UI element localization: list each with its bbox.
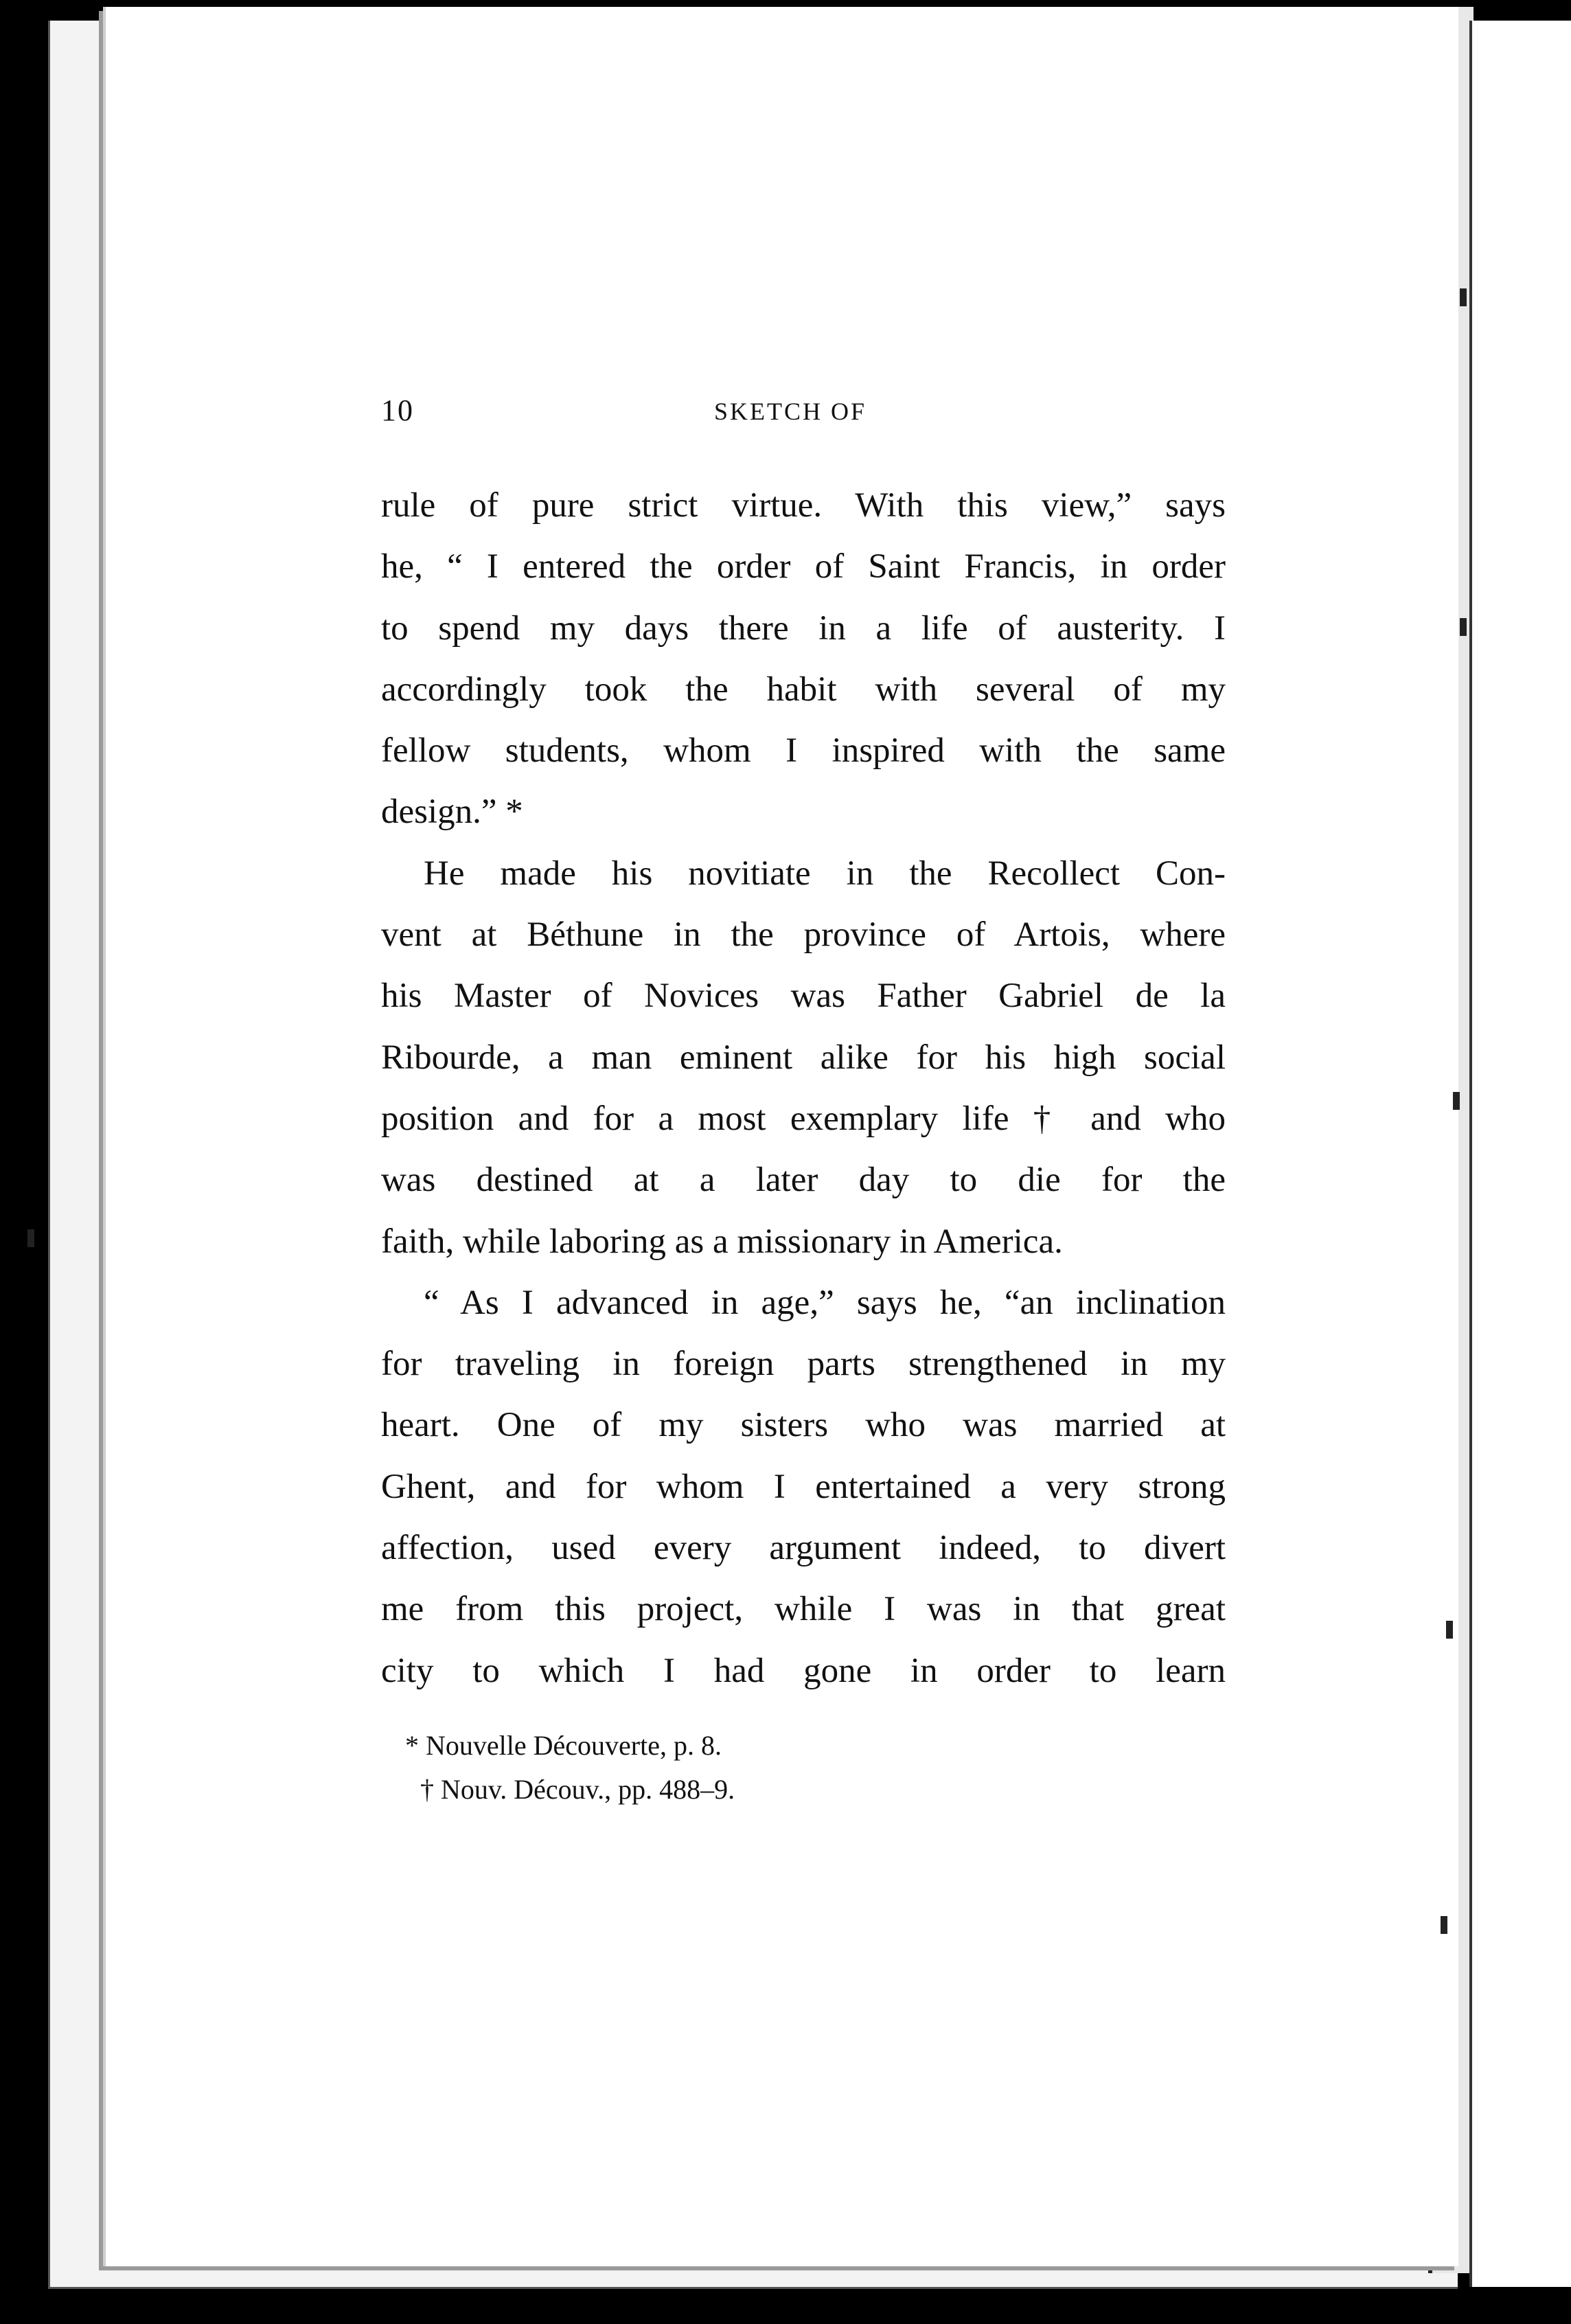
edge-mark bbox=[1441, 1916, 1447, 1934]
edge-mark bbox=[1446, 1621, 1453, 1639]
running-title: SKETCH OF bbox=[714, 398, 867, 425]
text-line: position and for a most exemplary life † and who bbox=[381, 1099, 1226, 1138]
text-line: city to which I had gone in order to learn bbox=[381, 1651, 1226, 1690]
footnotes bbox=[405, 1724, 1023, 1812]
edge-mark bbox=[27, 1229, 34, 1247]
text-line: me from this project, while I was in that great bbox=[381, 1590, 1226, 1629]
text-line: was destined at a later day to die for the bbox=[381, 1161, 1226, 1200]
page-number: 10 bbox=[381, 394, 414, 427]
text-line: to spend my days there in a life of austerity. I bbox=[381, 608, 1226, 648]
footnote: * Nouvelle Découverte, p. 8. bbox=[405, 1730, 722, 1761]
facing-page-strip bbox=[1469, 21, 1571, 2287]
text-line: design.” * bbox=[381, 793, 523, 832]
edge-mark bbox=[1453, 1092, 1460, 1110]
text-line: his Master of Novices was Father Gabriel de la bbox=[381, 977, 1226, 1016]
text-line: Ghent, and for whom I entertained a very strong bbox=[381, 1467, 1226, 1506]
edge-mark bbox=[1460, 618, 1467, 636]
text-line: rule of pure strict virtue. With this view,” says bbox=[381, 486, 1226, 525]
edge-mark bbox=[1460, 288, 1467, 306]
text-line: He made his novitiate in the Recollect Con- bbox=[424, 854, 1226, 893]
text-line: vent at Béthune in the province of Artois, where bbox=[381, 915, 1226, 955]
body-text bbox=[381, 475, 1226, 1702]
text-line: accordingly took the habit with several of my bbox=[381, 670, 1226, 709]
text-line: Ribourde, a man eminent alike for his high social bbox=[381, 1038, 1226, 1077]
running-head bbox=[381, 393, 1226, 441]
text-line: fellow students, whom I inspired with the same bbox=[381, 731, 1226, 771]
text-line: he, “ I entered the order of Saint Francis, in order bbox=[381, 547, 1226, 586]
footnote: † Nouv. Découv., pp. 488–9. bbox=[420, 1774, 735, 1805]
text-line: “ As I advanced in age,” says he, “an inclination bbox=[424, 1283, 1226, 1322]
text-line: faith, while laboring as a missionary in America. bbox=[381, 1222, 1063, 1261]
text-line: for traveling in foreign parts strengthened in my bbox=[381, 1345, 1226, 1384]
text-line: affection, used every argument indeed, to divert bbox=[381, 1529, 1226, 1568]
text-line: heart. One of my sisters who was married at bbox=[381, 1406, 1226, 1445]
